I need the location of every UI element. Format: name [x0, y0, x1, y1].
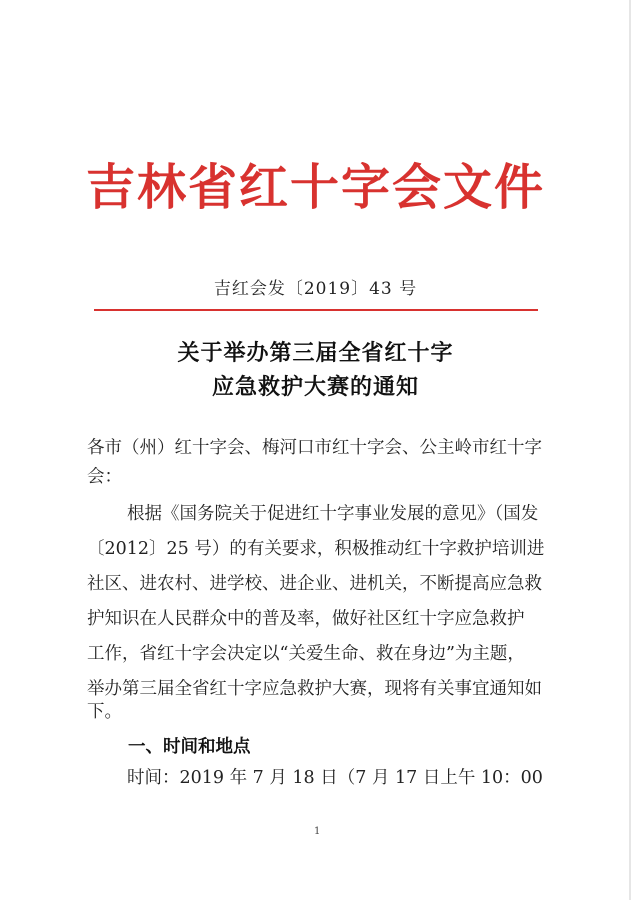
- notice-title-line-1: 关于举办第三届全省红十字: [177, 341, 454, 366]
- body-paragraph-line: 护知识在人民群众中的普及率，做好社区红十字应急救护: [87, 609, 525, 629]
- body-paragraph-line: 〔2012〕25 号）的有关要求，积极推动红十字救护培训进: [87, 539, 545, 559]
- section-heading: 一、时间和地点: [128, 737, 251, 757]
- body-paragraph-line: 社区、进农村、进学校、进企业、进机关，不断提高应急救: [87, 574, 542, 594]
- notice-title-line-2: 应急救护大赛的通知: [211, 375, 419, 400]
- addressee-line-1: 各市（州）红十字会、梅河口市红十字会、公主岭市红十字: [87, 438, 542, 458]
- body-paragraph-line: 下。: [87, 702, 122, 722]
- body-paragraph-line: 根据《国务院关于促进红十字事业发展的意见》（国发: [127, 504, 539, 524]
- body-paragraph-line: 举办第三届全省红十字应急救护大赛，现将有关事宜通知如: [87, 679, 542, 699]
- body-paragraph-line: 工作，省红十字会决定以“关爱生命、救在身边”为主题，: [87, 644, 525, 664]
- document-number: 吉红会发〔2019〕43 号: [213, 279, 418, 299]
- page-number: 1: [314, 826, 321, 837]
- document-header-title: 吉林省红十字会文件: [85, 159, 545, 216]
- time-line: 时间：2019 年 7 月 18 日（7 月 17 日上午 10：00: [127, 768, 543, 788]
- addressee-line-2: 会：: [87, 467, 122, 487]
- red-divider-line: [94, 309, 538, 311]
